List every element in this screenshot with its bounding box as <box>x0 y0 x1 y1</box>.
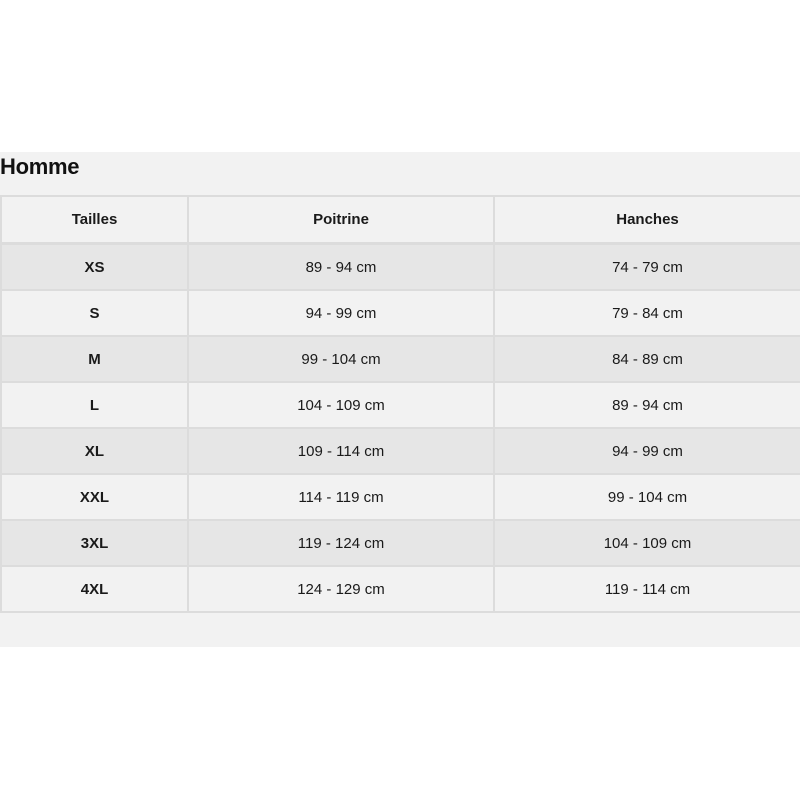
size-cell: 4XL <box>1 566 188 612</box>
size-cell: M <box>1 336 188 382</box>
size-cell: 3XL <box>1 520 188 566</box>
chest-cell: 109 - 114 cm <box>188 428 494 474</box>
chest-cell: 104 - 109 cm <box>188 382 494 428</box>
table-row <box>1 566 800 612</box>
table-row <box>1 382 800 428</box>
hips-cell: 74 - 79 cm <box>494 244 800 291</box>
chest-cell: 114 - 119 cm <box>188 474 494 520</box>
hips-cell: 84 - 89 cm <box>494 336 800 382</box>
hips-cell: 94 - 99 cm <box>494 428 800 474</box>
chest-cell: 89 - 94 cm <box>188 244 494 291</box>
table-row <box>1 244 800 291</box>
hips-cell: 89 - 94 cm <box>494 382 800 428</box>
table-row <box>1 336 800 382</box>
size-cell: XXL <box>1 474 188 520</box>
chest-cell: 94 - 99 cm <box>188 290 494 336</box>
hips-cell: 119 - 114 cm <box>494 566 800 612</box>
hips-cell: 79 - 84 cm <box>494 290 800 336</box>
size-cell: XS <box>1 244 188 291</box>
table-row <box>1 428 800 474</box>
column-header-size: Tailles <box>1 196 188 244</box>
column-header-chest: Poitrine <box>188 196 494 244</box>
size-cell: XL <box>1 428 188 474</box>
hips-cell: 104 - 109 cm <box>494 520 800 566</box>
table-row <box>1 290 800 336</box>
chest-cell: 99 - 104 cm <box>188 336 494 382</box>
size-cell: S <box>1 290 188 336</box>
chest-cell: 119 - 124 cm <box>188 520 494 566</box>
size-cell: L <box>1 382 188 428</box>
column-header-hips: Hanches <box>494 196 800 244</box>
chest-cell: 124 - 129 cm <box>188 566 494 612</box>
page-title: Homme <box>0 154 80 179</box>
size-table <box>0 195 800 613</box>
table-header-row <box>1 196 800 244</box>
table-row <box>1 474 800 520</box>
table-row <box>1 520 800 566</box>
size-chart-panel <box>0 152 800 647</box>
hips-cell: 99 - 104 cm <box>494 474 800 520</box>
